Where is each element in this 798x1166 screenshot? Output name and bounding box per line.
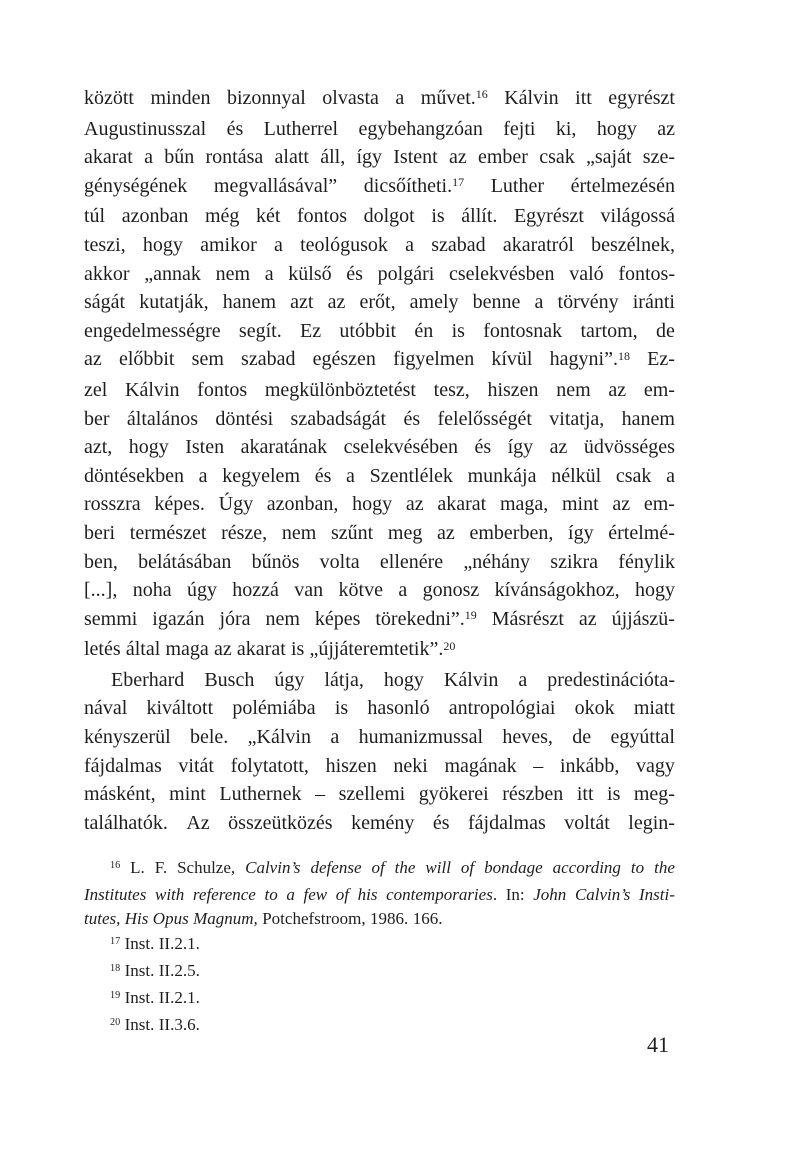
text-line: túl azonban még két fontos dolgot is állít. Egyrészt világossá	[84, 205, 675, 228]
text-line: $^{16}$ L. F. Schulze, Calvin’s defense of the will of bondage according to the	[110, 858, 675, 877]
text-line: $^{18}$ Inst. II.2.5.	[110, 960, 200, 980]
text-line: másként, mint Luthernek – szellemi gyökerei részben itt is meg-	[84, 783, 675, 806]
footnotes	[84, 856, 675, 1040]
text-line: Augustinusszal és Lutherrel egybehangzóan fejti ki, hogy az	[84, 117, 675, 140]
text-line: rosszra képes. Úgy azonban, hogy az akarat maga, mint az em-	[84, 493, 675, 516]
text-line: akarat a bűn rontása alatt áll, így Istent az ember csak „saját sze-	[84, 146, 675, 169]
body-text	[84, 84, 675, 837]
text-line: [...], noha úgy hozzá van kötve a gonosz kívánságokhoz, hogy	[84, 579, 675, 602]
text-line: $^{17}$ Inst. II.2.1.	[110, 933, 200, 953]
text-line: beri természet része, nem szűnt meg az emberben, így értelmé-	[84, 521, 675, 544]
text-line: $^{20}$ Inst. II.3.6.	[110, 1015, 200, 1035]
text-line: az előbbit sem szabad egészen figyelmen kívül hagyni”.$^{18}$ Ez-	[84, 348, 675, 371]
text-line: ben, belátásában bűnös volta ellenére „néhány szikra fénylik	[84, 550, 675, 573]
text-line: nával kiváltott polémiába is hasonló antropológiai okok miatt	[84, 697, 675, 720]
text-line: fájdalmas vitát folytatott, hiszen neki magának – inkább, vagy	[84, 754, 675, 777]
text-line: döntésekben a kegyelem és a Szentlélek munkája nélkül csak a	[84, 464, 675, 487]
text-line: azt, hogy Isten akaratának cselekvésében és így az üdvösséges	[84, 436, 675, 459]
text-line: zel Kálvin fontos megkülönböztetést tesz, hiszen nem az em-	[84, 378, 675, 401]
text-line: letés által maga az akarat is „újjáteremtetik”.$^{20}$	[84, 638, 456, 661]
text-line: között minden bizonnyal olvasta a művet.$^{16}$ Kálvin itt egyrészt	[84, 87, 675, 109]
text-line: teszi, hogy amikor a teológusok a szabad akaratról beszélnek,	[84, 233, 675, 256]
text-line: akkor „annak nem a külső és polgári cselekvésben való fontos-	[84, 262, 675, 285]
text-line: génységének megvallásával” dicsőítheti.$^{17}$ Luther értelmezésén	[84, 174, 675, 197]
page-number: 41	[647, 1032, 669, 1057]
text-line: engedelmességre segít. Ez utóbbit én is fontosnak tartom, de	[84, 319, 675, 342]
text-line: Institutes with reference to a few of his contemporaries. In: John Calvin’s Insti-	[84, 885, 675, 905]
text-line: semmi igazán jóra nem képes törekedni”.$^{19}$ Másrészt az újjászü-	[84, 607, 675, 630]
text-line: tutes, His Opus Magnum, Potchefstroom, 1986. 166.	[84, 909, 443, 929]
text-line: találhatók. Az összeütközés kemény és fájdalmas voltát legin-	[84, 811, 675, 834]
text-line: ber általános döntési szabadságát és felelősségét vitatja, hanem	[84, 407, 675, 430]
text-line: Eberhard Busch úgy látja, hogy Kálvin a predestinációta-	[111, 668, 675, 691]
text-line: $^{19}$ Inst. II.2.1.	[110, 988, 200, 1008]
text-line: kényszerül bele. „Kálvin a humanizmussal heves, de egyúttal	[84, 726, 675, 749]
text-line: ságát kutatják, hanem azt az erőt, amely benne a törvény iránti	[84, 291, 675, 314]
